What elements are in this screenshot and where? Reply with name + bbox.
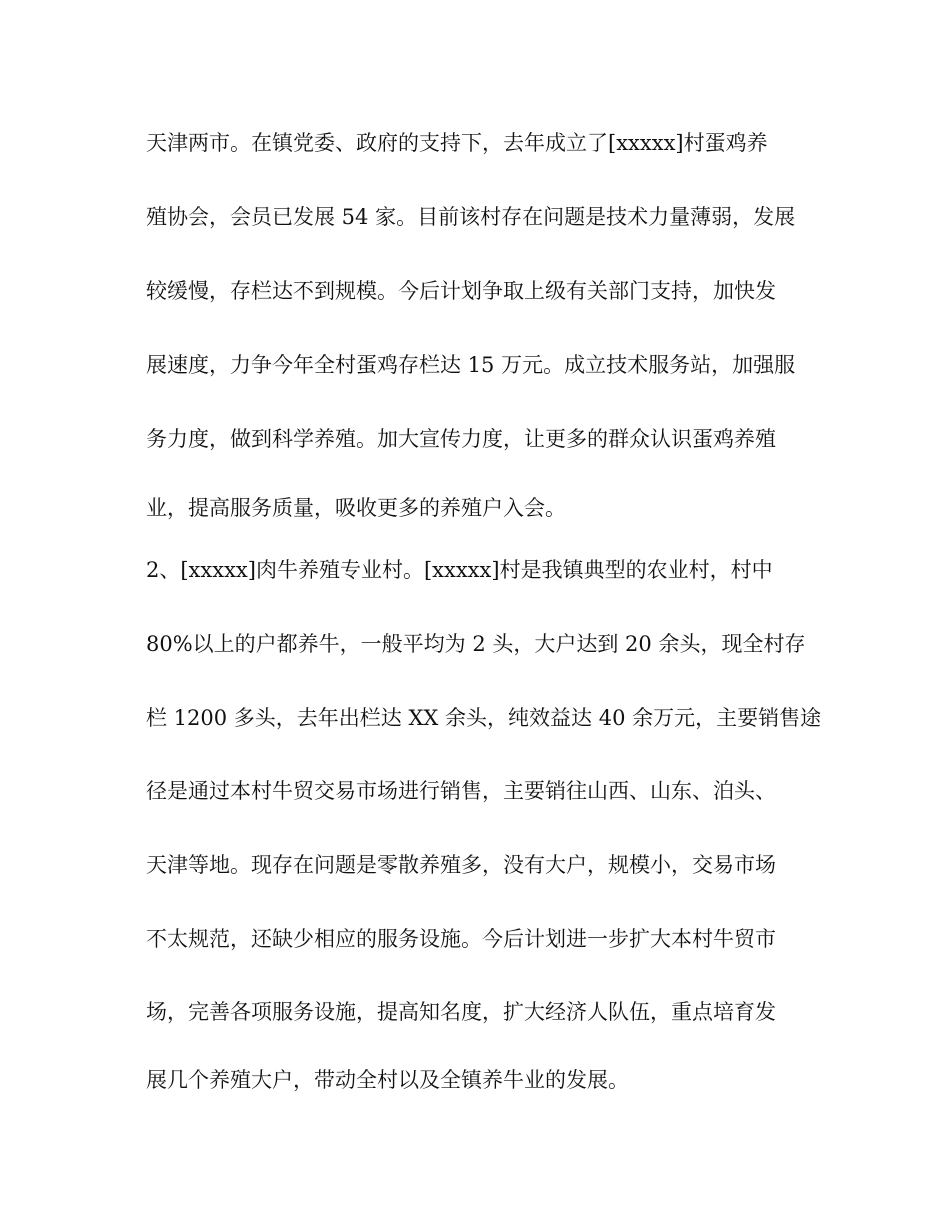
paragraph-2-line-8: 展几个养殖大户，带动全村以及全镇养牛业的发展。 bbox=[146, 1068, 629, 1092]
paragraph-2-line-5: 天津等地。现存在问题是零散养殖多，没有大户，规模小，交易市场 bbox=[146, 853, 776, 877]
paragraph-2-line-4: 径是通过本村牛贸交易市场进行销售，主要销往山西、山东、泊头、 bbox=[146, 779, 776, 803]
paragraph-1-line-3: 较缓慢，存栏达不到规模。今后计划争取上级有关部门支持，加快发 bbox=[146, 279, 776, 303]
paragraph-1-line-1: 天津两市。在镇党委、政府的支持下，去年成立了[xxxxx]村蛋鸡养 bbox=[146, 131, 768, 155]
paragraph-2-line-1: 2、[xxxxx]肉牛养殖专业村。[xxxxx]村是我镇典型的农业村，村中 bbox=[146, 558, 773, 582]
paragraph-2-line-6: 不太规范，还缺少相应的服务设施。今后计划进一步扩大本村牛贸市 bbox=[146, 927, 776, 951]
paragraph-1-line-4: 展速度，力争今年全村蛋鸡存栏达 15 万元。成立技术服务站，加强服 bbox=[146, 353, 796, 377]
paragraph-2-line-7: 场，完善各项服务设施，提高知名度，扩大经济人队伍，重点培育发 bbox=[146, 1000, 776, 1024]
paragraph-2-line-3: 栏 1200 多头，去年出栏达 XX 余头，纯效益达 40 余万元，主要销售途 bbox=[146, 706, 822, 730]
paragraph-1-line-5: 务力度，做到科学养殖。加大宣传力度，让更多的群众认识蛋鸡养殖 bbox=[146, 427, 776, 451]
paragraph-2-line-2: 80%以上的户都养牛，一般平均为 2 头，大户达到 20 余头，现全村存 bbox=[146, 632, 806, 656]
paragraph-1-line-6: 业，提高服务质量，吸收更多的养殖户入会。 bbox=[146, 496, 566, 520]
paragraph-1-line-2: 殖协会，会员已发展 54 家。目前该村存在问题是技术力量薄弱，发展 bbox=[146, 205, 796, 229]
